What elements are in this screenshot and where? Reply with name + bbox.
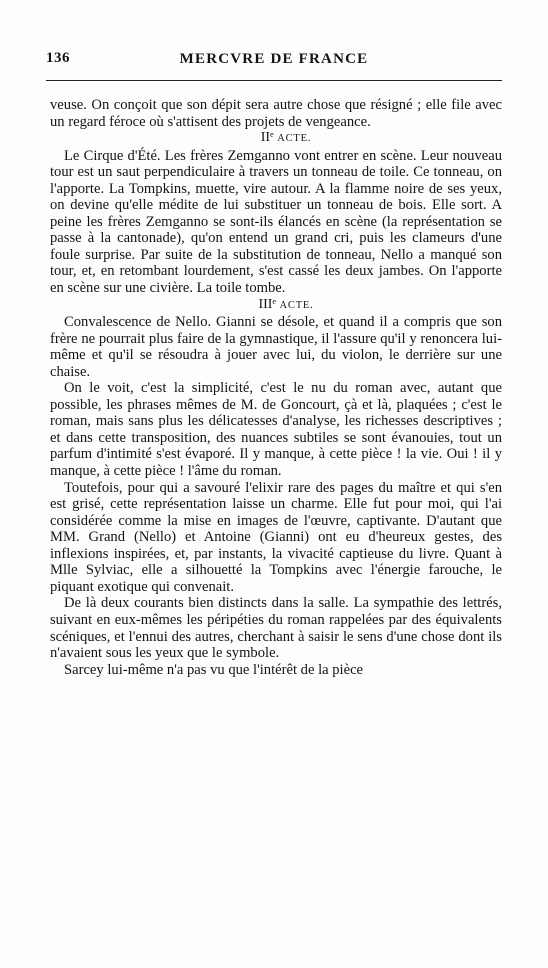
paragraph-last: Sarcey lui-même n'a pas vu que l'intérêt de la pièce (64, 661, 364, 678)
paragraph-continuation: veuse. On conçoit que son dépit sera autre chose que résigné ; elle file avec un regard féroce où s'attisent des projets de vengeance. (50, 97, 502, 130)
body-text (50, 97, 502, 678)
paragraph: Le Cirque d'Été. Les frères Zemganno vont entrer en scène. Leur nouveau tour est un saut perpendiculaire à travers un tonneau de toile. Ce tonneau, on l'apporte. La Tompkins, muette, vire autour. A la flamme noire de ses yeux, on devine qu'elle médite de lui substituer un tonneau de bois. Elle sort. A peine les frères Zemganno se sont-ils élancés en scène (la représentation se passe à la cantonade), qu'on entend un grand cri, puis les clameurs d'une foule surprise. Par suite de la substitution de tonneau, Nello a manqué son tour, et, en retombant lourdement, s'est cassé les deux jambes. On l'apporte en scène sur une civière. La toile tombe. (50, 147, 502, 297)
page-number: 136 (46, 50, 70, 66)
running-title: MERCVRE DE FRANCE (179, 51, 369, 67)
page-header (46, 50, 502, 74)
act-heading-2 (50, 130, 502, 148)
paragraph: On le voit, c'est la simplicité, c'est le nu du roman avec, autant que possible, les phrases mêmes de M. de Goncourt, çà et là, plaquées ; c'est le roman, mais sans plus les délicatesses d'analyse, les richesses descriptives ; et dans cette transposition, des nuances subtiles se sont évanouies, tout un parfum d'intimité s'est évaporé. Il y manque, à cette pièce ! la vie. Oui ! il y manque, à cette pièce ! l'âme du roman. (50, 380, 502, 480)
paragraph: Toutefois, pour qui a savouré l'elixir rare des pages du maître et qui s'en est grisé, cette représentation laisse un charme. Elle fut pour moi, qui l'ai considérée comme la mise en images de l'œuvre, captivante. D'autant que MM. Grand (Nello) et Antoine (Gianni) ont eu d'heureux gestes, des inflexions inspirées, et, par instants, la vivacité captieuse du livre. Quant à Mlle Sylviac, elle a silhouetté la Tompkins avec l'énergie farouche, le piquant exotique qui convenait. (50, 479, 502, 595)
act-numeral: IIᵉ (260, 130, 274, 146)
act-word: ACTE. (279, 299, 314, 311)
header-rule (46, 80, 502, 81)
act-heading-3 (50, 297, 502, 315)
act-word: ACTE. (277, 133, 312, 145)
paragraph: Convalescence de Nello. Gianni se désole, et quand il a compris que son frère ne pourrait plus faire de la gymnastique, il l'assure qu'il y renoncera lui-même et qu'il se résoudra à jouer avec lui, du violon, le derrière sur une chaise. (50, 314, 502, 380)
act-numeral: IIIᵉ (258, 296, 277, 312)
paragraph: De là deux courants bien distincts dans la salle. La sympathie des lettrés, suivant en eux-mêmes les péripéties du roman rappelées par des équivalents scéniques, et l'ennui des autres, cherchant à saisir le sens d'une chose dont ils n'avaient sous les yeux que le symbole. (50, 595, 502, 662)
